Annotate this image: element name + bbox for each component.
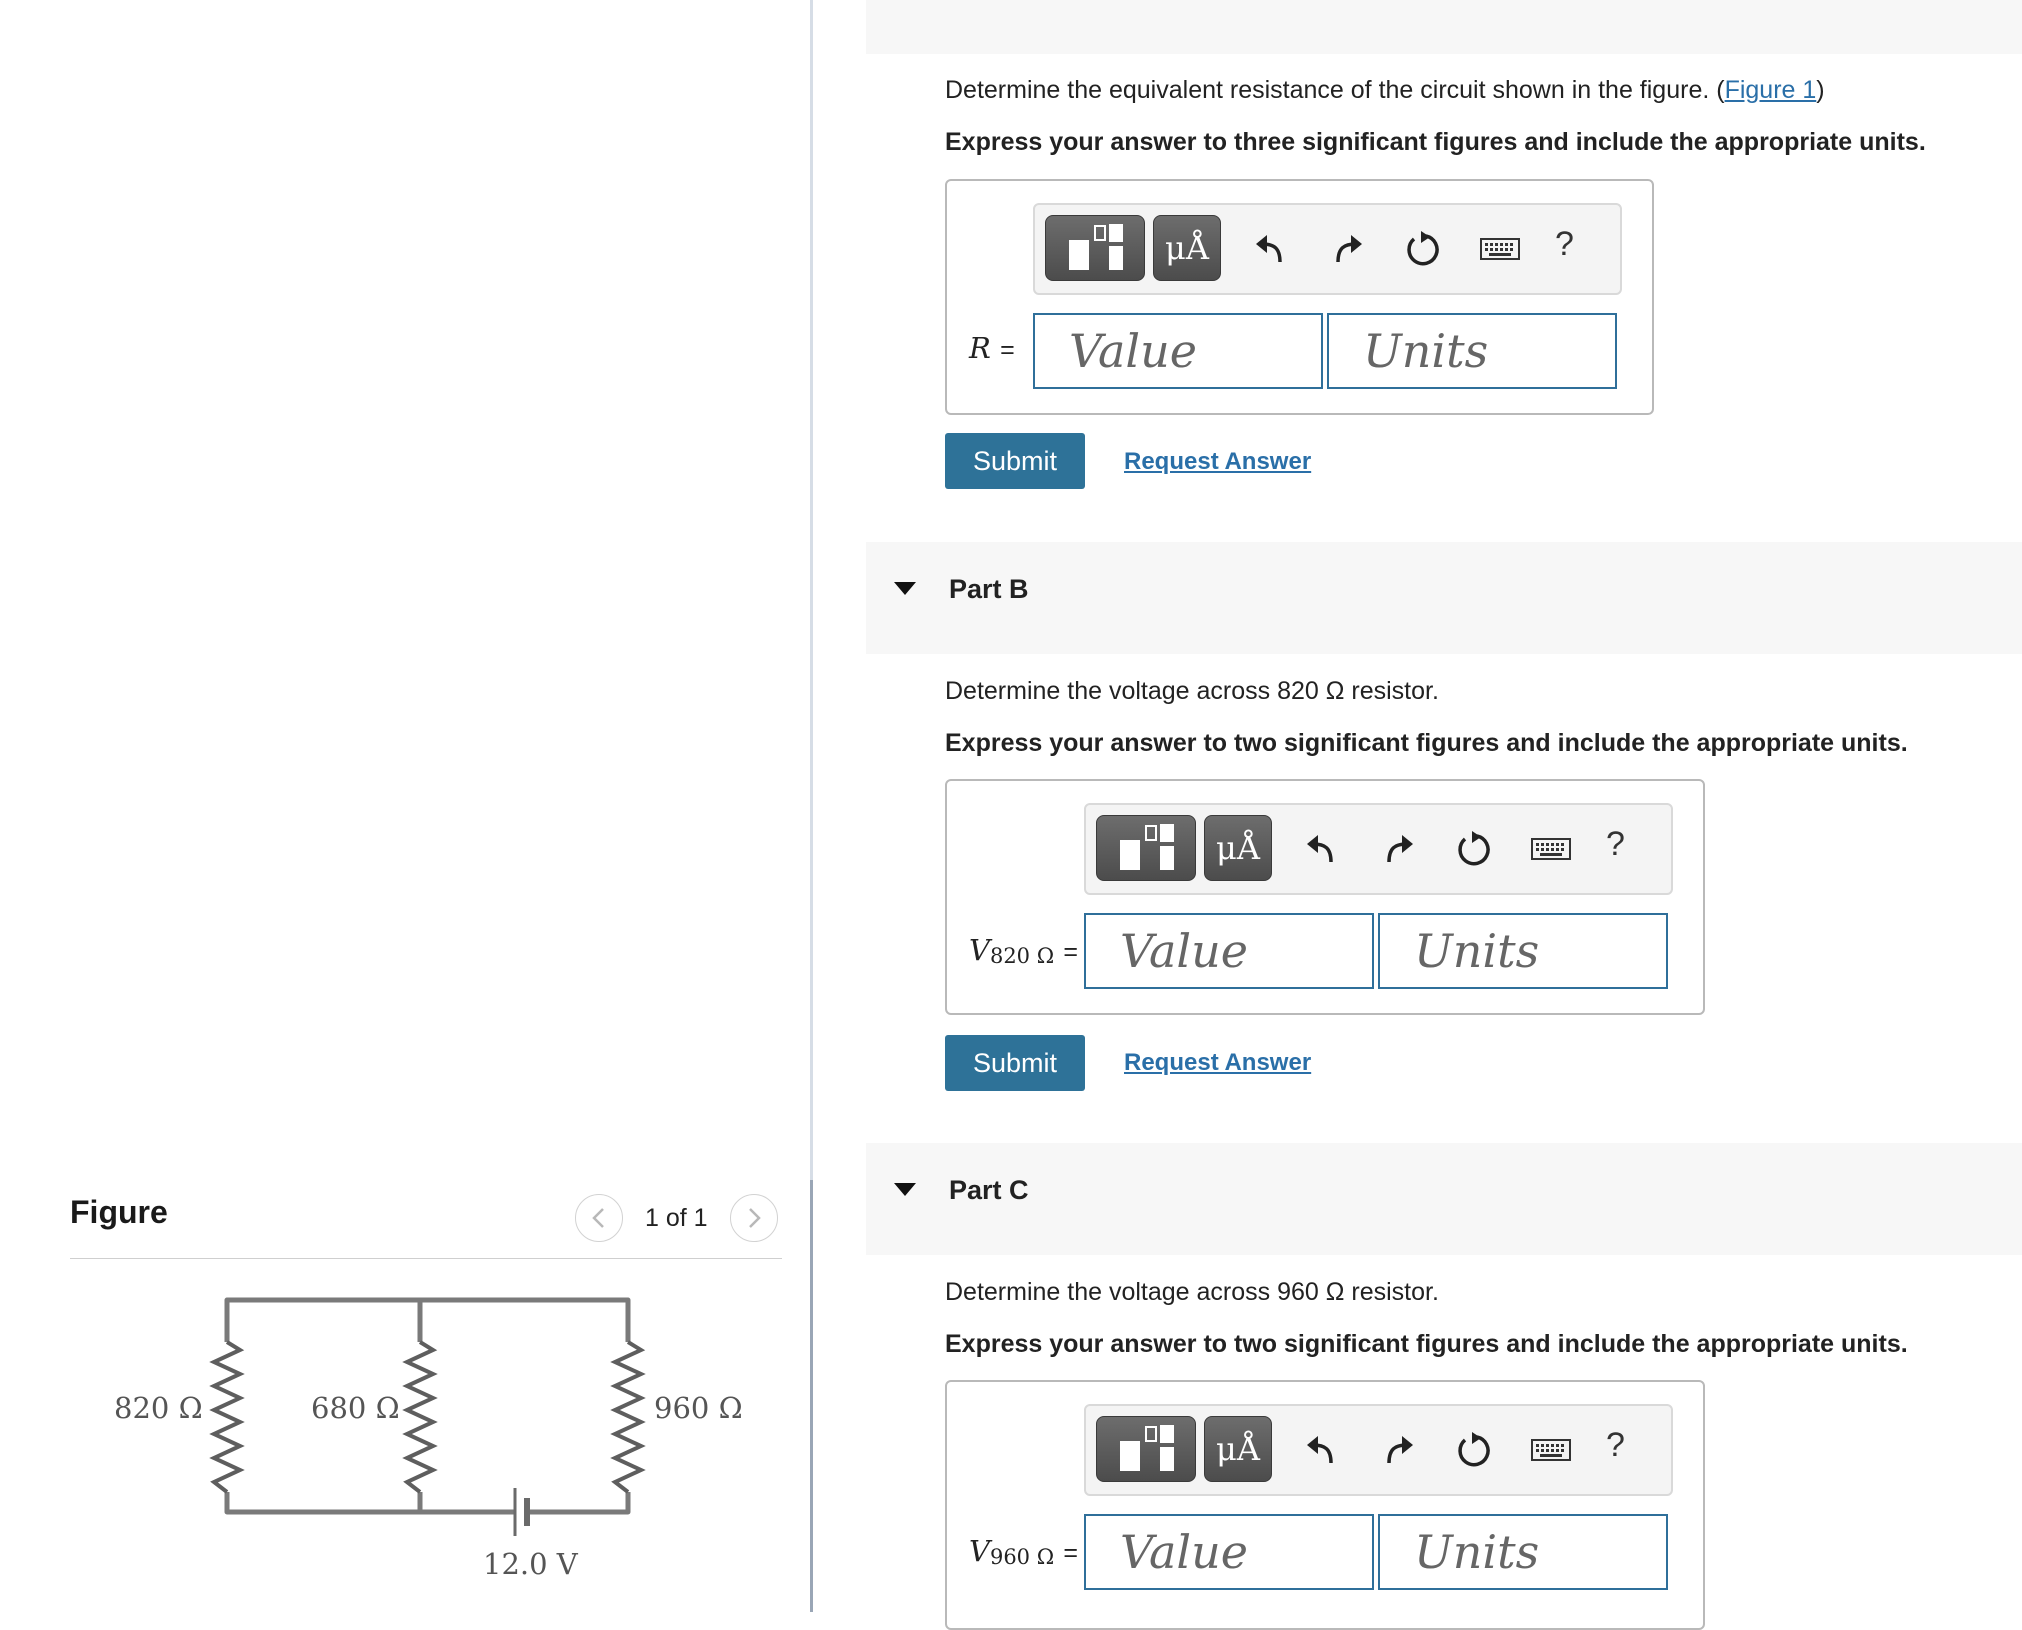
label-680: 680 Ω (311, 1391, 400, 1425)
circuit-wires (227, 1300, 628, 1512)
resistor-680 (407, 1342, 433, 1492)
undo-button[interactable] (1249, 227, 1293, 271)
part-a-header-band (866, 0, 2022, 54)
reset-icon (1455, 1431, 1493, 1469)
redo-button[interactable] (1376, 827, 1420, 871)
part-c-header[interactable] (866, 1143, 2022, 1255)
part-b-value-input[interactable] (1084, 913, 1374, 989)
redo-icon (1381, 832, 1415, 866)
label-960: 960 Ω (654, 1391, 743, 1425)
part-a-value-input[interactable] (1033, 313, 1323, 389)
reset-icon (1455, 830, 1493, 868)
part-b-toolbar (1084, 803, 1673, 895)
part-b-units-input[interactable] (1378, 913, 1668, 989)
part-b-instruction: Express your answer to two significant figures and include the appropriate units. (945, 729, 1908, 757)
reset-button[interactable] (1452, 1428, 1496, 1472)
label-battery: 12.0 V (483, 1547, 578, 1581)
part-c-units-input[interactable] (1378, 1514, 1668, 1590)
part-b-request-answer-link[interactable]: Request Answer (1124, 1049, 1312, 1076)
resistor-960 (615, 1342, 641, 1492)
part-c-answer-box (945, 1380, 1705, 1630)
previous-figure-button[interactable] (575, 1194, 623, 1242)
part-c-question: Determine the voltage across 960 Ω resistor. (945, 1278, 1439, 1306)
help-button[interactable]: ? (1606, 825, 1625, 863)
part-c-toolbar (1084, 1404, 1673, 1496)
templates-button[interactable] (1045, 215, 1145, 281)
undo-icon (1305, 1433, 1339, 1467)
circuit-diagram (100, 1280, 780, 1600)
keyboard-button[interactable] (1475, 227, 1525, 271)
part-a-question: Determine the equivalent resistance of the circuit shown in the figure. (Figure 1) (945, 76, 1825, 104)
keyboard-icon (1531, 836, 1571, 862)
part-c-title: Part C (949, 1175, 1029, 1205)
part-a-answer-box (945, 179, 1654, 415)
figure-header (70, 1188, 782, 1259)
part-c-instruction: Express your answer to two significant figures and include the appropriate units. (945, 1330, 1908, 1358)
templates-icon (1063, 220, 1127, 276)
next-figure-button[interactable] (730, 1194, 778, 1242)
templates-icon (1114, 1421, 1178, 1477)
part-a-toolbar (1033, 203, 1622, 295)
undo-button[interactable] (1300, 1428, 1344, 1472)
figure-page-count: 1 of 1 (645, 1204, 708, 1232)
battery-symbol (515, 1488, 527, 1536)
keyboard-button[interactable] (1526, 827, 1576, 871)
help-button[interactable]: ? (1555, 225, 1574, 263)
redo-button[interactable] (1325, 227, 1369, 271)
templates-icon (1114, 820, 1178, 876)
reset-button[interactable] (1401, 227, 1445, 271)
chevron-right-icon (744, 1206, 764, 1230)
part-b-title: Part B (949, 574, 1029, 604)
templates-button[interactable] (1096, 815, 1196, 881)
part-c-collapse-caret-icon[interactable] (894, 1183, 916, 1196)
keyboard-icon (1531, 1437, 1571, 1463)
redo-icon (1330, 232, 1364, 266)
part-a-submit-button[interactable]: Submit (945, 433, 1085, 489)
part-b-header[interactable] (866, 542, 2022, 654)
part-b-collapse-caret-icon[interactable] (894, 582, 916, 595)
help-button[interactable]: ? (1606, 1426, 1625, 1464)
redo-icon (1381, 1433, 1415, 1467)
part-c-variable-label: $V_{960 \Omega}$ = (969, 1534, 1078, 1569)
label-820: 820 Ω (114, 1391, 203, 1425)
part-b-submit-button[interactable]: Submit (945, 1035, 1085, 1091)
reset-icon (1404, 230, 1442, 268)
templates-button[interactable] (1096, 1416, 1196, 1482)
units-button[interactable]: μÅ (1204, 815, 1272, 881)
units-button[interactable]: μÅ (1153, 215, 1221, 281)
pane-scrollbar[interactable] (810, 1180, 813, 1612)
part-b-question: Determine the voltage across 820 Ω resistor. (945, 677, 1439, 705)
reset-button[interactable] (1452, 827, 1496, 871)
units-button[interactable]: μÅ (1204, 1416, 1272, 1482)
part-b-variable-label: $V_{820 \Omega}$ = (969, 933, 1078, 968)
chevron-left-icon (589, 1206, 609, 1230)
figure-title: Figure (70, 1194, 168, 1230)
redo-button[interactable] (1376, 1428, 1420, 1472)
part-b-answer-box (945, 779, 1705, 1015)
keyboard-icon (1480, 236, 1520, 262)
resistor-820 (214, 1342, 240, 1492)
part-a-units-input[interactable] (1327, 313, 1617, 389)
part-a-variable-label: R = (969, 331, 1015, 365)
part-c-value-input[interactable] (1084, 1514, 1374, 1590)
undo-icon (1305, 832, 1339, 866)
figure-1-link[interactable]: Figure 1 (1724, 76, 1817, 104)
undo-button[interactable] (1300, 827, 1344, 871)
part-a-instruction: Express your answer to three significant figures and include the appropriate units. (945, 128, 1926, 156)
part-a-request-answer-link[interactable]: Request Answer (1124, 448, 1312, 475)
keyboard-button[interactable] (1526, 1428, 1576, 1472)
undo-icon (1254, 232, 1288, 266)
